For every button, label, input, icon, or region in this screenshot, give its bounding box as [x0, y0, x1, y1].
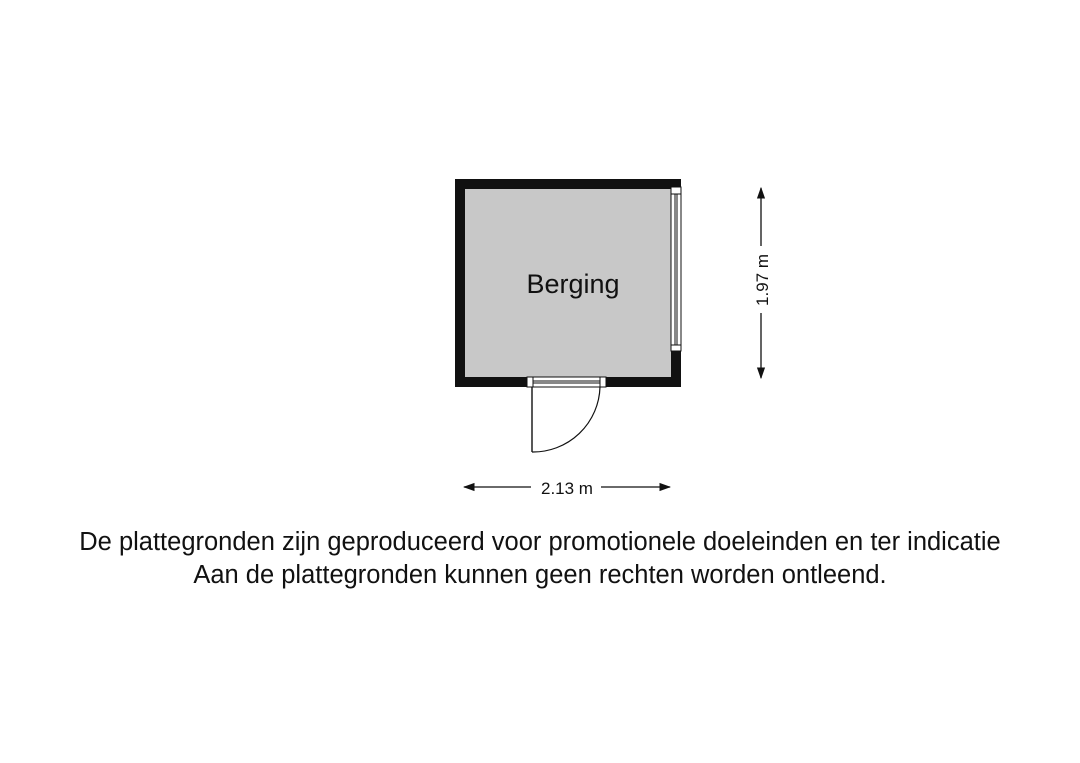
width-label: 2.13 m	[541, 479, 593, 498]
room-berging	[455, 179, 681, 452]
door	[527, 377, 606, 452]
room-label: Berging	[526, 269, 620, 299]
wall-bottom-left	[455, 377, 527, 387]
disclaimer-line-1: De plattegronden zijn geproduceerd voor promotionele doeleinden en ter indicatie	[79, 528, 1001, 556]
window	[671, 187, 681, 351]
width-dimension	[464, 479, 670, 498]
depth-dimension	[753, 188, 772, 378]
wall-right-lower	[671, 351, 681, 387]
depth-label: 1.97 m	[753, 254, 772, 306]
door-opening	[527, 377, 606, 387]
wall-top	[455, 179, 681, 189]
wall-bottom-right	[606, 377, 681, 387]
wall-right-upper	[671, 179, 681, 187]
door-swing-arc	[532, 387, 600, 452]
wall-left	[455, 179, 465, 387]
disclaimer-line-2: Aan de plattegronden kunnen geen rechten worden ontleend.	[193, 561, 887, 589]
